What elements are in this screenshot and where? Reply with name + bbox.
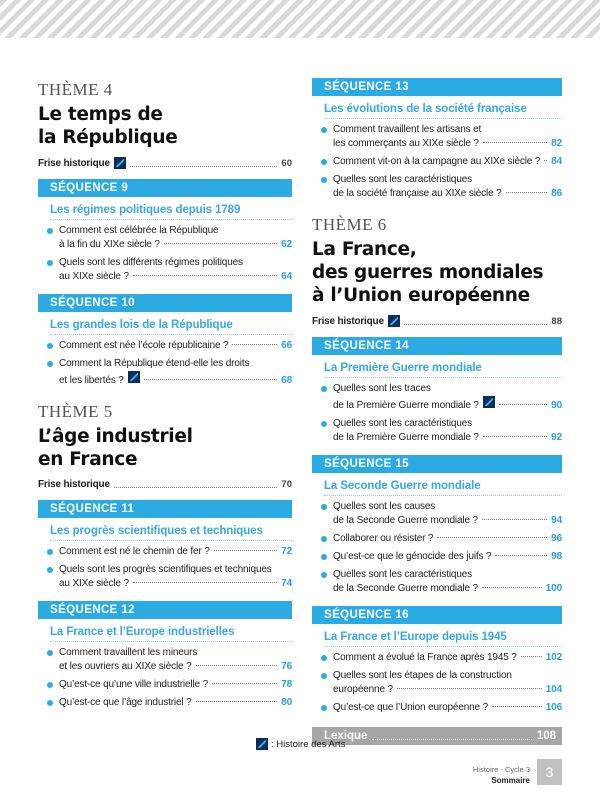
theme-title: L’âge industriel en France: [38, 426, 193, 470]
theme-4: [38, 80, 292, 169]
frise-label: Frise historique: [312, 315, 384, 327]
frise-historique-link[interactable]: [38, 157, 292, 169]
toc-item[interactable]: Quels sont les progrès scientifiques et techniques au XIXe siècle ? 74: [38, 563, 292, 591]
theme-title: Le temps de la République: [38, 104, 178, 148]
bullet-icon: [47, 567, 53, 573]
page-number: 108: [536, 730, 556, 742]
histoire-des-arts-icon: [114, 157, 126, 169]
bullet-icon: [47, 228, 53, 234]
lexique-label: Lexique: [324, 730, 368, 742]
bullet-icon: [47, 260, 53, 266]
toc-item[interactable]: Comment la République étend-elle les droits et les libertés ? 68: [38, 357, 292, 388]
theme-5: [38, 402, 292, 490]
bullet-icon: [321, 421, 327, 427]
histoire-des-arts-icon: [128, 371, 140, 383]
sequence-9: [38, 179, 292, 284]
sequence-title[interactable]: La Première Guerre mondiale: [324, 362, 562, 378]
sequence-16: [312, 606, 562, 715]
legend-text: : Histoire des Arts: [271, 738, 346, 750]
toc-item[interactable]: Qu’est-ce que l’Union européenne ? 106: [312, 701, 562, 715]
sequence-header[interactable]: SÉQUENCE 14: [312, 337, 562, 355]
bullet-icon: [321, 127, 327, 133]
toc-item[interactable]: Quelles sont les caractéristiques de la Seconde Guerre mondiale ? 100: [312, 568, 562, 596]
toc-item[interactable]: Comment est né le chemin de fer ? 72: [38, 545, 292, 559]
sequence-title[interactable]: Les progrès scientifiques et techniques: [50, 525, 292, 541]
sequence-title[interactable]: Les grandes lois de la République: [50, 319, 292, 335]
theme-label: THÈME 4: [38, 80, 113, 99]
sequence-title[interactable]: La France et l’Europe industrielles: [50, 626, 292, 642]
header-stripes: [0, 0, 600, 38]
bullet-icon: [47, 361, 53, 367]
frise-label: Frise historique: [38, 479, 110, 490]
sequence-title[interactable]: Les évolutions de la société française: [324, 103, 562, 119]
toc-item[interactable]: Collaborer ou résister ? 96: [312, 532, 562, 546]
frise-historique-link[interactable]: [38, 479, 292, 490]
sequence-title[interactable]: La France et l’Europe depuis 1945: [324, 631, 562, 647]
toc-item[interactable]: Comment est célébrée la République à la fin du XIXe siècle ? 62: [38, 224, 292, 252]
bullet-icon: [47, 650, 53, 656]
footer: [430, 764, 530, 786]
toc-item[interactable]: Qu’est-ce qu’une ville industrielle ? 78: [38, 678, 292, 692]
sequence-15: [312, 455, 562, 596]
histoire-des-arts-icon: [483, 396, 495, 408]
bullet-icon: [47, 343, 53, 349]
sequence-header[interactable]: SÉQUENCE 13: [312, 78, 562, 96]
bullet-icon: [321, 386, 327, 392]
sequence-header[interactable]: SÉQUENCE 15: [312, 455, 562, 473]
sequence-header[interactable]: SÉQUENCE 9: [38, 179, 292, 197]
frise-label: Frise historique: [38, 157, 110, 169]
bullet-icon: [47, 682, 53, 688]
toc-item[interactable]: Qu’est-ce que le génocide des juifs ? 98: [312, 550, 562, 564]
bullet-icon: [321, 572, 327, 578]
theme-label: THÈME 5: [38, 402, 113, 421]
toc-item[interactable]: Quelles sont les caractéristiques de la société française au XIXe siècle ? 86: [312, 173, 562, 201]
sequence-header[interactable]: SÉQUENCE 12: [38, 601, 292, 619]
sequence-title[interactable]: Les régimes politiques depuis 1789: [50, 204, 292, 220]
bullet-icon: [321, 177, 327, 183]
histoire-des-arts-icon: [256, 738, 268, 750]
bullet-icon: [321, 504, 327, 510]
sequence-header[interactable]: SÉQUENCE 11: [38, 500, 292, 518]
toc-item[interactable]: Comment vit-on à la campagne au XIXe siècle ? 84: [312, 155, 562, 169]
page-number-badge: 3: [537, 759, 562, 785]
bullet-icon: [321, 536, 327, 542]
bullet-icon: [321, 673, 327, 679]
theme-label: THÈME 6: [312, 215, 387, 234]
toc-item[interactable]: Comment a évolué la France après 1945 ? 102: [312, 651, 562, 665]
sequence-10: [38, 294, 292, 388]
toc-item[interactable]: Comment est née l’école républicaine ? 66: [38, 339, 292, 353]
toc-item[interactable]: Quelles sont les causes de la Seconde Guerre mondiale ? 94: [312, 500, 562, 528]
legend: [256, 738, 345, 750]
sequence-11: [38, 500, 292, 591]
lexique-link[interactable]: [312, 727, 562, 745]
theme-6: [312, 215, 562, 327]
toc-item[interactable]: Quelles sont les étapes de la construction européenne ? 104: [312, 669, 562, 697]
page-number: 60: [281, 157, 292, 169]
toc-item[interactable]: Comment travaillent les artisans et les commerçants au XIXe siècle ? 82: [312, 123, 562, 151]
bullet-icon: [47, 700, 53, 706]
sequence-14: [312, 337, 562, 445]
right-column: [312, 78, 562, 745]
theme-title: La France, des guerres mondiales à l’Union européenne: [312, 239, 544, 306]
bullet-icon: [321, 655, 327, 661]
sequence-title[interactable]: La Seconde Guerre mondiale: [324, 480, 562, 496]
page-number: 70: [281, 479, 292, 490]
frise-historique-link[interactable]: [312, 315, 562, 327]
sequence-12: [38, 601, 292, 710]
toc-item[interactable]: Qu’est-ce que l’âge industriel ? 80: [38, 696, 292, 710]
sequence-13: [312, 78, 562, 201]
bullet-icon: [47, 549, 53, 555]
page-number: 88: [551, 315, 562, 327]
toc-item[interactable]: Quelles sont les traces de la Première Guerre mondiale ? 90: [312, 382, 562, 413]
histoire-des-arts-icon: [388, 315, 400, 327]
sequence-header[interactable]: SÉQUENCE 16: [312, 606, 562, 624]
bullet-icon: [321, 705, 327, 711]
toc-item[interactable]: Quelles sont les caractéristiques de la Première Guerre mondiale ? 92: [312, 417, 562, 445]
sequence-header[interactable]: SÉQUENCE 10: [38, 294, 292, 312]
bullet-icon: [321, 159, 327, 165]
footer-subject: Histoire - Cycle 3: [472, 765, 530, 774]
toc-item[interactable]: Quels sont les différents régimes politiques au XIXe siècle ? 64: [38, 256, 292, 284]
left-column: [38, 74, 292, 710]
footer-section: Sommaire: [491, 776, 530, 785]
bullet-icon: [321, 554, 327, 560]
toc-item[interactable]: Comment travaillent les mineurs et les ouvriers au XIXe siècle ? 76: [38, 646, 292, 674]
